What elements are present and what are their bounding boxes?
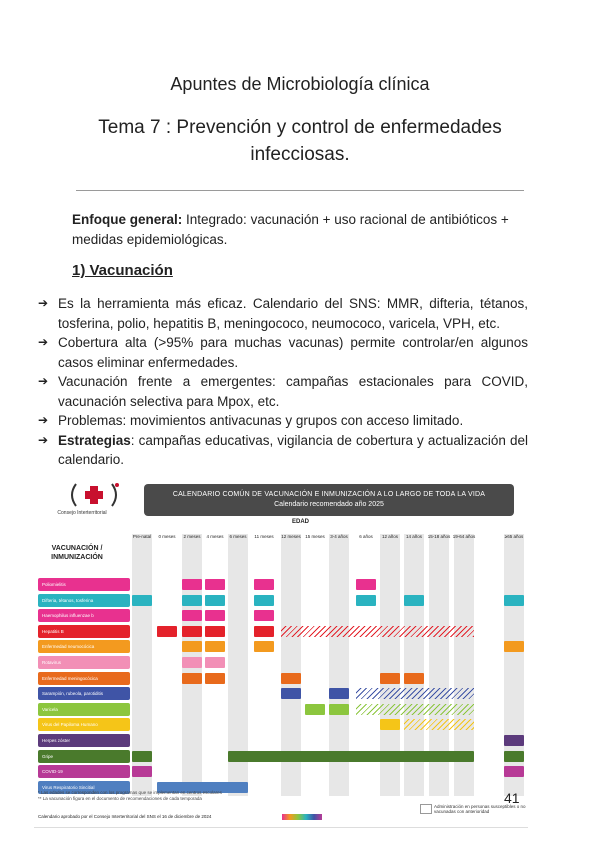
hatched-range (281, 626, 474, 637)
dose-cell (182, 579, 202, 590)
age-column-header: 15-18 años (427, 534, 451, 539)
dose-cell (504, 641, 524, 652)
age-column-header: 2 meses (183, 534, 201, 539)
dose-cell (504, 751, 524, 762)
dose-cell (205, 610, 225, 621)
vaccine-row-label: Difteria, tétanos, tosferina (38, 594, 130, 607)
vaccination-calendar-figure (34, 476, 528, 832)
colour-stripe (282, 814, 322, 820)
dose-cell (404, 673, 424, 684)
dose-cell (329, 704, 349, 715)
approval-note: Calendario aprobado por el Consejo Interterritorial del SNS el 16 de diciembre de 2024 (38, 814, 212, 819)
focus-paragraph (72, 210, 528, 250)
dose-cell (157, 626, 177, 637)
dose-cell (182, 595, 202, 606)
dose-cell (205, 673, 225, 684)
age-column-header: 6 años (359, 534, 373, 539)
topic-title-line-1: Tema 7 : Prevención y control de enfermedades (98, 117, 502, 138)
dose-cell (329, 688, 349, 699)
hatched-range (404, 719, 474, 730)
vaccine-row-label: Enfermedad meningocócica (38, 672, 130, 685)
calendar-org: Consejo Interterritorial (57, 510, 107, 516)
vaccine-row-label: Rotavirus (38, 656, 130, 669)
vaccine-row-label: Enfermedad neumocócica (38, 640, 130, 653)
dose-cell (380, 673, 400, 684)
dose-cell (132, 766, 152, 777)
arrow-icon: ➔ (38, 413, 49, 427)
age-column-header: Pre-natal (132, 534, 152, 539)
footnote-2: ** La vacunación figura en el documento de recomendaciones de cada temporada (38, 796, 202, 801)
dose-cell (205, 641, 225, 652)
bullet-item (36, 411, 528, 431)
footnote-1: * Las edades se corresponden con los programas que se implementan en centros escolares (38, 790, 222, 795)
dose-cell (356, 595, 376, 606)
bullet-item (36, 372, 528, 411)
section-heading: 1) Vacunación (72, 262, 173, 279)
dose-cell (182, 641, 202, 652)
vaccine-row-label: Haemophilus influenzae b (38, 609, 130, 622)
topic-title-line-2: infecciosas. (250, 144, 350, 165)
hatched-range (356, 704, 474, 715)
bottom-divider (34, 827, 528, 828)
vaccine-row-label: Virus Respiratorio Sincitial (38, 781, 130, 794)
dose-cell (254, 579, 274, 590)
vaccine-row-label: Herpes zóster (38, 734, 130, 747)
dose-cell (182, 657, 202, 668)
age-column-header: ≥65 años (504, 534, 524, 539)
bullet-text: Vacunación frente a emergentes: campañas estacionales para COVID, vacunación selectiva para Mpox, etc. (58, 374, 528, 409)
dose-cell (254, 641, 274, 652)
vaccine-row-label: COVID-19 (38, 765, 130, 778)
dose-cell (281, 673, 301, 684)
page-title: Apuntes de Microbiología clínica (170, 74, 430, 94)
vaccine-row-label: Poliomielitis (38, 578, 130, 591)
calendar-header-title: CALENDARIO COMÚN DE VACUNACIÓN E INMUNIZACIÓN A LO LARGO DE TODA LA VIDA (172, 491, 486, 498)
focus-text: Integrado: vacunación + uso racional de antibióticos + medidas epidemiológicas. (72, 212, 509, 247)
seasonal-range (228, 751, 474, 762)
page-number: 41 (504, 790, 520, 806)
focus-label: Enfoque general: (72, 212, 183, 227)
vaccine-row-label: Sarampión, rubeola, parotiditis (38, 687, 130, 700)
age-axis-label: EDAD (292, 519, 310, 525)
dose-cell (305, 704, 325, 715)
arrow-icon: ➔ (38, 374, 49, 388)
topic-title (60, 114, 540, 168)
dose-cell (504, 766, 524, 777)
vaccine-row-label: Hepatitis B (38, 625, 130, 638)
bullet-list (36, 294, 528, 470)
dose-cell (182, 673, 202, 684)
arrow-icon: ➔ (38, 296, 49, 310)
dose-cell (205, 595, 225, 606)
dose-cell (132, 595, 152, 606)
age-column-header: 12 años (381, 534, 398, 539)
dose-cell (380, 719, 400, 730)
age-column-header: 0 meses (158, 534, 176, 539)
legend-text: Administración en personas susceptibles o no vacunadas con anterioridad (434, 804, 526, 814)
legend-swatch (420, 804, 432, 814)
dose-cell (254, 610, 274, 621)
dose-cell (356, 579, 376, 590)
dose-cell (205, 657, 225, 668)
age-column-header: 3-4 años (330, 534, 348, 539)
dose-cell (504, 595, 524, 606)
bullet-item (36, 431, 528, 470)
calendar-footnotes (38, 790, 222, 802)
dose-cell (254, 595, 274, 606)
dose-cell (182, 610, 202, 621)
dose-cell (205, 579, 225, 590)
bullet-text: Cobertura alta (>95% para muchas vacunas) permite controlar/en algunos casos eliminar enfermedades. (58, 335, 528, 370)
age-column-header: 6 meses (229, 534, 247, 539)
dose-cell (205, 626, 225, 637)
bullet-text: Problemas: movimientos antivacunas y grupos con acceso limitado. (58, 413, 464, 428)
arrow-icon: ➔ (38, 335, 49, 349)
bullet-text: Es la herramienta más eficaz. Calendario del SNS: MMR, difteria, tétanos, tosferina, polio, hepatitis B, meningococo, neumococo, varicela, VPH, etc. (58, 296, 528, 331)
hatched-range (356, 688, 474, 699)
age-column-header: 4 meses (206, 534, 224, 539)
horizontal-rule (76, 190, 524, 191)
dose-cell (132, 751, 152, 762)
bullet-item (36, 294, 528, 333)
dose-cell (254, 626, 274, 637)
age-column-header: 14 años (405, 534, 422, 539)
vaccine-row-label: Virus del Papiloma Humano (38, 718, 130, 731)
vaccine-row-label: Gripe (38, 750, 130, 763)
dose-cell (182, 626, 202, 637)
bullet-bold: Estrategias (58, 432, 131, 448)
age-column-header: 12 meses (281, 534, 301, 539)
vaccine-column-title: VACUNACIÓN / INMUNIZACIÓN (51, 545, 103, 561)
age-column-header: 11 meses (254, 534, 274, 539)
dose-cell (281, 688, 301, 699)
calendar-grid (34, 476, 528, 832)
bullet-item (36, 333, 528, 372)
calendar-header-subtitle: Calendario recomendado año 2025 (274, 501, 384, 508)
dose-cell (404, 595, 424, 606)
age-column-header: 15 meses (305, 534, 325, 539)
age-column-header: 19-64 años (452, 534, 476, 539)
arrow-icon: ➔ (38, 432, 49, 447)
dose-cell (504, 735, 524, 746)
vaccine-row-label: Varicela (38, 703, 130, 716)
bullet-text: : campañas educativas, vigilancia de cobertura y actualización del calendario. (58, 432, 528, 467)
